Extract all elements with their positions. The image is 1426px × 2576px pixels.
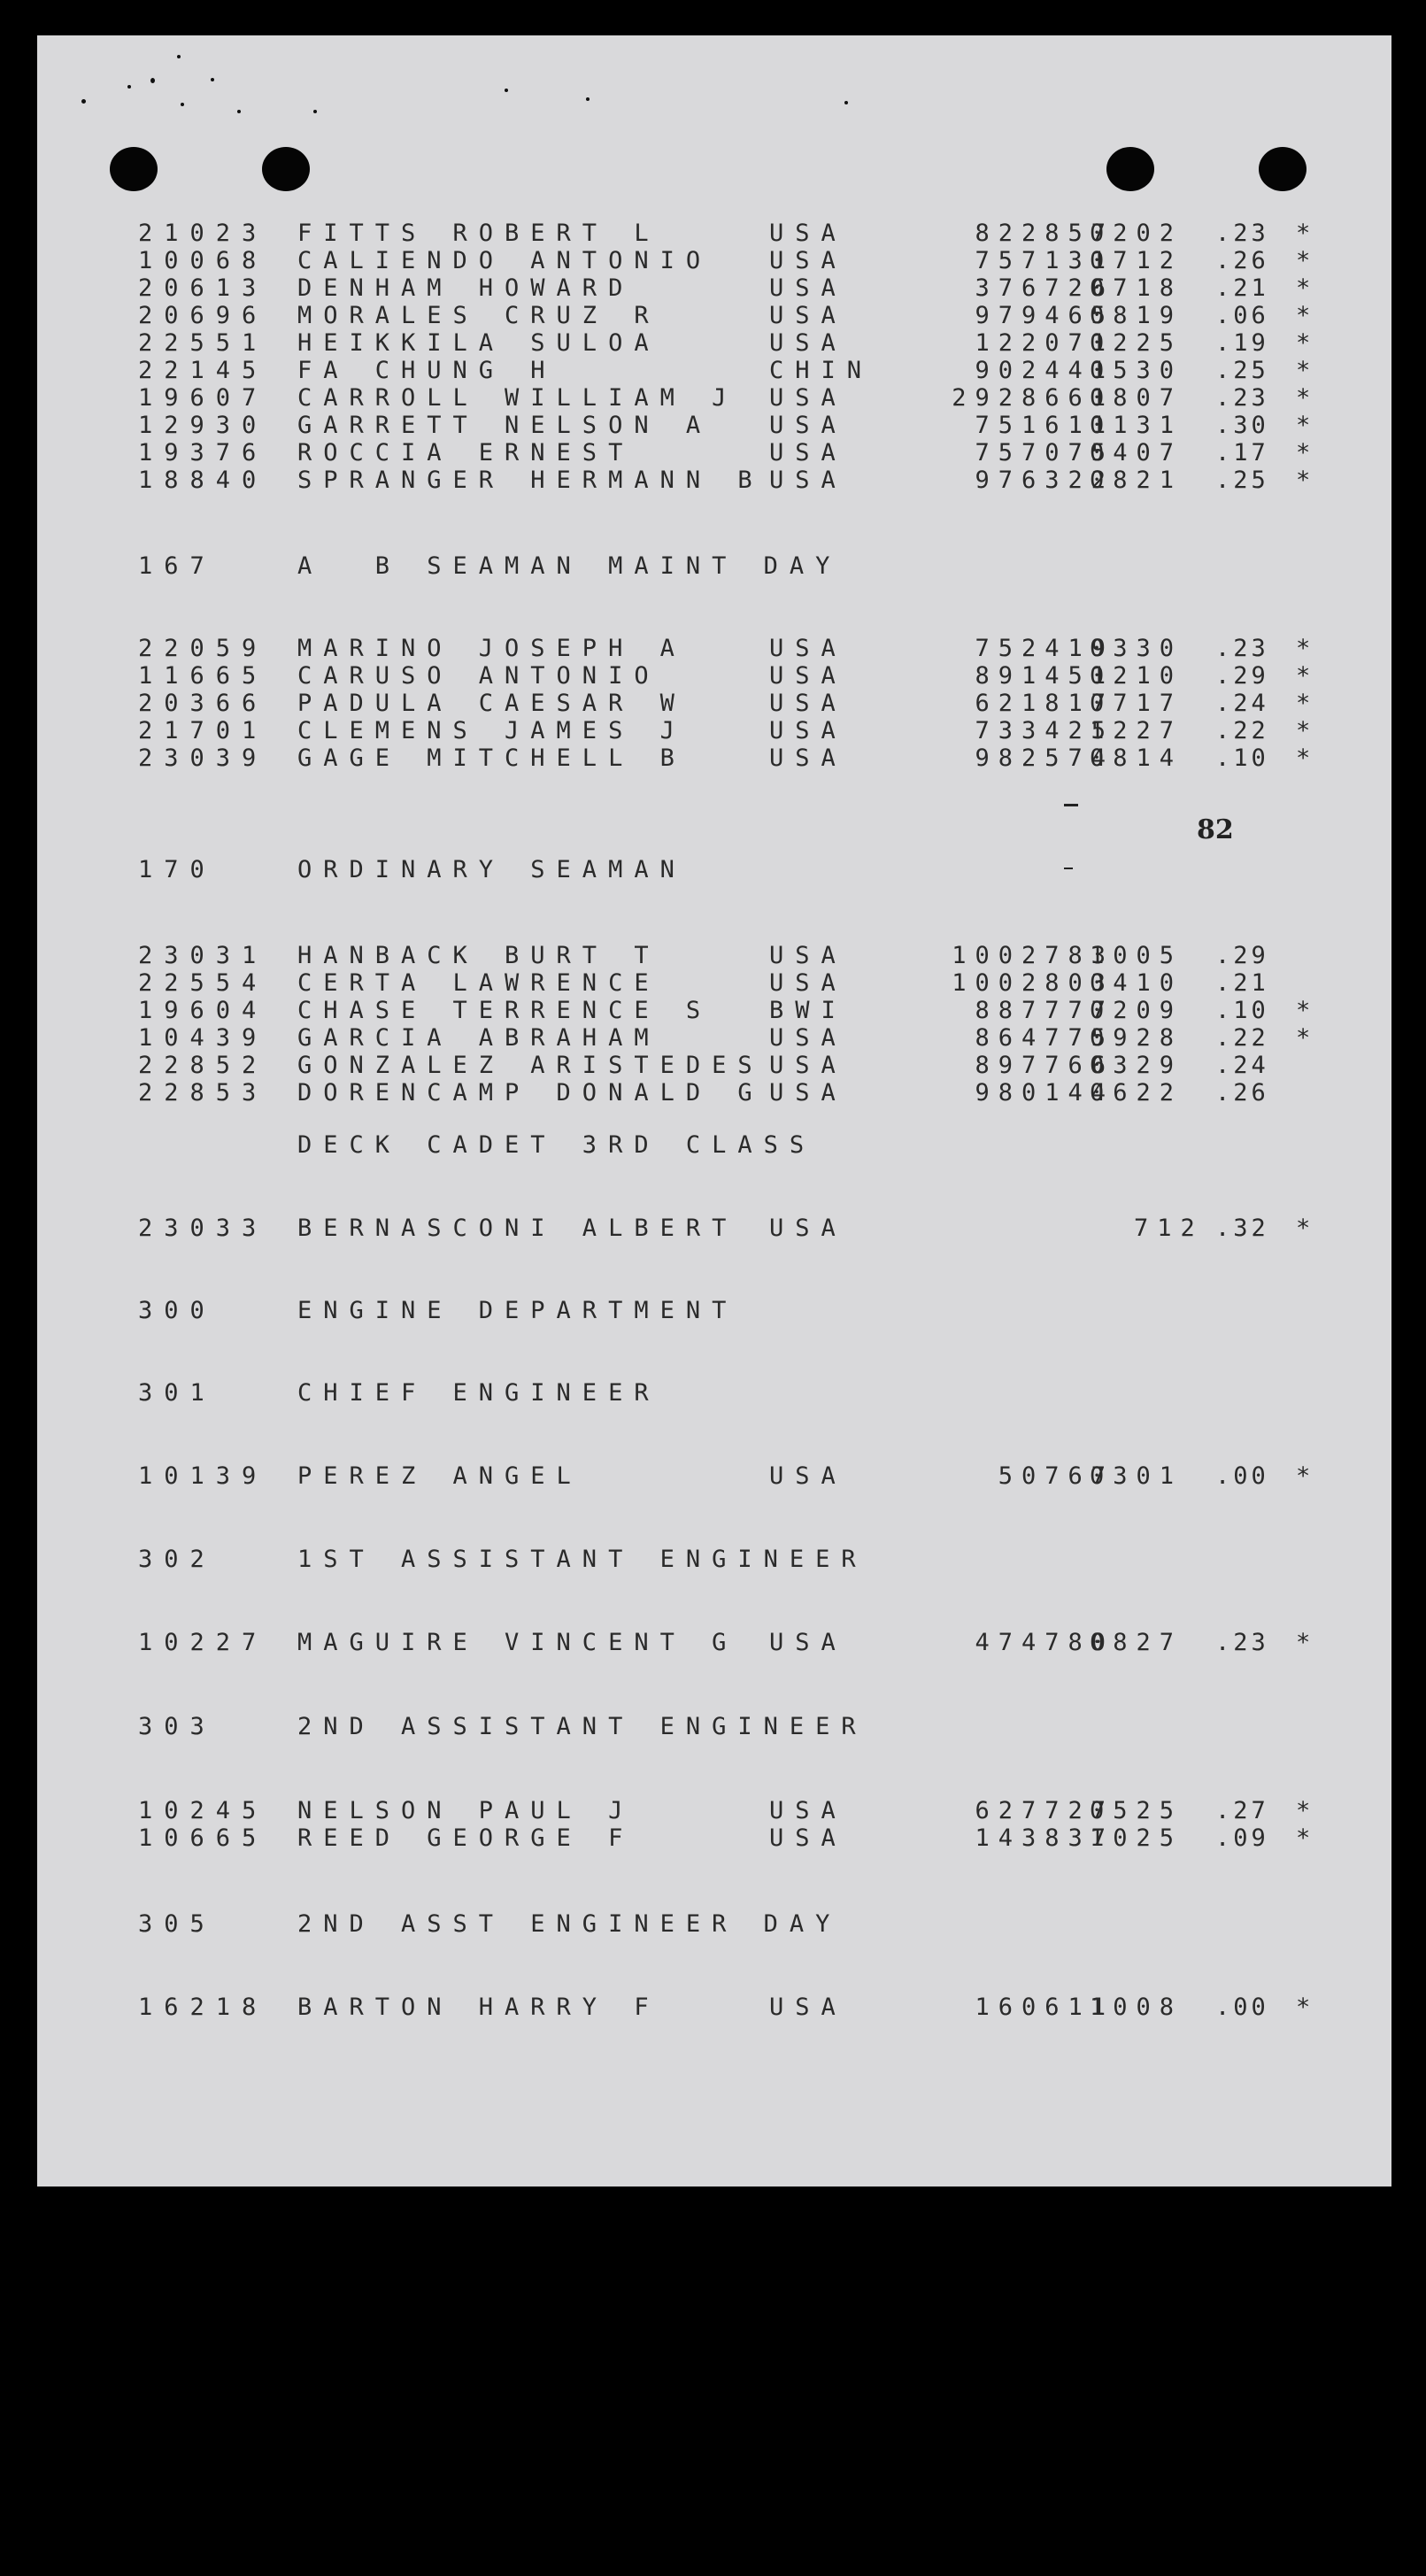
crew-row	[138, 412, 1324, 440]
document-page	[37, 35, 1391, 2187]
crew-nationality: USA	[769, 942, 847, 969]
crew-nationality: USA	[769, 635, 847, 662]
crew-name: CALIENDO ANTONIO	[297, 247, 713, 274]
crew-row	[138, 997, 1324, 1025]
crew-id: 22059	[138, 635, 268, 662]
crew-name: HANBACK BURT T	[297, 942, 660, 969]
crew-code: 0827	[1090, 1629, 1183, 1656]
crew-rate: .23	[1215, 635, 1269, 662]
crew-rate: .21	[1215, 969, 1269, 997]
crew-row	[138, 467, 1324, 495]
crew-row	[138, 1215, 1324, 1243]
crew-flag: *	[1296, 220, 1311, 247]
crew-id: 21023	[138, 220, 268, 247]
section-title: A B SEAMAN MAINT DAY	[297, 552, 842, 580]
punch-hole	[1106, 147, 1154, 191]
crew-number: 752419	[975, 635, 1114, 662]
crew-code: 1005	[1090, 942, 1183, 969]
crew-code: 0821	[1090, 467, 1183, 494]
pencil-mark	[1064, 804, 1078, 806]
crew-id: 19376	[138, 439, 268, 467]
crew-number: 627727	[975, 1797, 1114, 1824]
crew-nationality: USA	[769, 1052, 847, 1079]
crew-rate: .24	[1215, 1052, 1269, 1079]
crew-flag: *	[1296, 247, 1311, 274]
crew-row	[138, 690, 1324, 718]
crew-flag: *	[1296, 357, 1311, 384]
crew-row	[138, 1797, 1324, 1825]
crew-code: 0209	[1090, 997, 1183, 1024]
crew-row	[138, 329, 1324, 358]
crew-nationality: USA	[769, 1462, 847, 1490]
crew-rate: .29	[1215, 662, 1269, 690]
crew-name: NELSON PAUL J	[297, 1797, 635, 1824]
crew-id: 22551	[138, 329, 268, 357]
crew-name: PEREZ ANGEL	[297, 1462, 582, 1490]
crew-name: REED GEORGE F	[297, 1824, 635, 1852]
crew-rate: .26	[1215, 1079, 1269, 1107]
crew-flag: *	[1296, 329, 1311, 357]
crew-name: BARTON HARRY F	[297, 1994, 660, 2021]
punch-hole	[262, 147, 310, 191]
crew-row	[138, 220, 1324, 248]
crew-id: 11665	[138, 662, 268, 690]
crew-name: MARINO JOSEPH A	[297, 635, 686, 662]
crew-name: FA CHUNG H	[297, 357, 557, 384]
crew-nationality: USA	[769, 1215, 847, 1242]
crew-number: 980144	[975, 1079, 1114, 1107]
crew-row	[138, 1629, 1324, 1657]
crew-code: 0407	[1090, 439, 1183, 467]
section-title: ORDINARY SEAMAN	[297, 856, 686, 883]
crew-flag: *	[1296, 662, 1311, 690]
crew-flag: *	[1296, 412, 1311, 439]
crew-id: 10439	[138, 1024, 268, 1052]
crew-name: CLEMENS JAMES J	[297, 717, 686, 744]
crew-code: 0301	[1090, 1462, 1183, 1490]
crew-name: CERTA LAWRENCE	[297, 969, 660, 997]
crew-row	[138, 635, 1324, 663]
crew-nationality: USA	[769, 717, 847, 744]
ink-speck	[313, 110, 317, 113]
crew-row	[138, 662, 1324, 690]
crew-rate: .22	[1215, 717, 1269, 744]
crew-nationality: USA	[769, 220, 847, 247]
crew-code: 1025	[1090, 1824, 1183, 1852]
crew-rate: .23	[1215, 1629, 1269, 1656]
crew-flag: *	[1296, 1629, 1311, 1656]
ink-speck	[150, 78, 155, 83]
crew-rate: .24	[1215, 690, 1269, 717]
crew-row	[138, 717, 1324, 745]
section-title: 2ND ASSISTANT ENGINEER	[297, 1713, 867, 1740]
crew-rate: .00	[1215, 1462, 1269, 1490]
ink-speck	[586, 97, 590, 101]
section-heading	[138, 1713, 1200, 1741]
crew-number: 757131	[975, 247, 1114, 274]
crew-rate: .23	[1215, 220, 1269, 247]
crew-nationality: USA	[769, 1024, 847, 1052]
crew-id: 10665	[138, 1824, 268, 1852]
crew-code: 0717	[1090, 690, 1183, 717]
crew-code: 0131	[1090, 412, 1183, 439]
ink-speck	[505, 89, 508, 92]
crew-number: 2928661	[952, 384, 1114, 412]
ink-speck	[211, 78, 214, 81]
crew-id: 20696	[138, 302, 268, 329]
crew-name: HEIKKILA SULOA	[297, 329, 660, 357]
crew-rate: .09	[1215, 1824, 1269, 1852]
crew-flag: *	[1296, 744, 1311, 772]
crew-code: 0329	[1090, 1052, 1183, 1079]
crew-rate: .27	[1215, 1797, 1269, 1824]
crew-rate: .23	[1215, 384, 1269, 412]
crew-nationality: USA	[769, 1079, 847, 1107]
crew-nationality: USA	[769, 969, 847, 997]
crew-id: 23031	[138, 942, 268, 969]
section-code: 302	[138, 1546, 216, 1573]
crew-nationality: USA	[769, 467, 847, 494]
section-title: DECK CADET 3RD CLASS	[297, 1131, 816, 1159]
ink-speck	[81, 99, 86, 104]
crew-flag: *	[1296, 1024, 1311, 1052]
crew-rate: .25	[1215, 357, 1269, 384]
crew-rate: .30	[1215, 412, 1269, 439]
crew-rate: .21	[1215, 274, 1269, 302]
crew-flag: *	[1296, 384, 1311, 412]
crew-flag: *	[1296, 1462, 1311, 1490]
section-heading	[138, 1910, 1200, 1939]
crew-name: CHASE TERRENCE S	[297, 997, 713, 1024]
crew-name: GARCIA ABRAHAM	[297, 1024, 660, 1052]
crew-code: 0718	[1090, 274, 1183, 302]
crew-id: 22852	[138, 1052, 268, 1079]
crew-name: SPRANGER HERMANN B	[297, 467, 764, 494]
crew-nationality: USA	[769, 1824, 847, 1852]
page-number-stamp: 82	[1197, 814, 1234, 845]
crew-flag: *	[1296, 302, 1311, 329]
crew-number: 982574	[975, 744, 1114, 772]
crew-nationality: USA	[769, 690, 847, 717]
crew-rate: .32	[1215, 1215, 1269, 1242]
crew-row	[138, 439, 1324, 467]
crew-id: 20366	[138, 690, 268, 717]
crew-flag: *	[1296, 1994, 1311, 2021]
crew-row	[138, 1462, 1324, 1491]
crew-nationality: USA	[769, 662, 847, 690]
crew-name: PADULA CAESAR W	[297, 690, 686, 717]
crew-rate: .17	[1215, 439, 1269, 467]
crew-id: 23033	[138, 1215, 268, 1242]
crew-code: 1008	[1090, 1994, 1183, 2021]
crew-number: 376726	[975, 274, 1114, 302]
crew-nationality: USA	[769, 302, 847, 329]
crew-number: 887777	[975, 997, 1114, 1024]
section-code: 300	[138, 1297, 216, 1324]
crew-number: 751611	[975, 412, 1114, 439]
crew-rate: .22	[1215, 1024, 1269, 1052]
section-heading	[138, 1379, 1200, 1408]
crew-nationality: USA	[769, 412, 847, 439]
crew-name: DORENCAMP DONALD G	[297, 1079, 764, 1107]
crew-code: 0210	[1090, 662, 1183, 690]
crew-nationality: CHIN	[769, 357, 874, 384]
crew-number: 474780	[975, 1629, 1114, 1656]
crew-nationality: USA	[769, 329, 847, 357]
crew-row	[138, 247, 1324, 275]
crew-id: 22853	[138, 1079, 268, 1107]
section-heading	[138, 1546, 1200, 1574]
crew-name: GARRETT NELSON A	[297, 412, 713, 439]
section-code: 167	[138, 552, 216, 580]
crew-rate: .10	[1215, 744, 1269, 772]
crew-id: 18840	[138, 467, 268, 494]
crew-code: 0330	[1090, 635, 1183, 662]
crew-id: 16218	[138, 1994, 268, 2021]
crew-rate: .25	[1215, 467, 1269, 494]
crew-name: BERNASCONI ALBERT	[297, 1215, 738, 1242]
crew-name: GONZALEZ ARISTEDES	[297, 1052, 764, 1079]
crew-row	[138, 357, 1324, 385]
crew-id: 10139	[138, 1462, 268, 1490]
crew-row	[138, 1052, 1324, 1080]
ink-speck	[177, 55, 181, 58]
crew-name: CARUSO ANTONIO	[297, 662, 660, 690]
crew-number: 1002783	[952, 942, 1114, 969]
crew-row	[138, 1994, 1324, 2022]
crew-rate: .26	[1215, 247, 1269, 274]
crew-code: 0622	[1090, 1079, 1183, 1107]
crew-flag: *	[1296, 635, 1311, 662]
crew-nationality: USA	[769, 1629, 847, 1656]
crew-name: DENHAM HOWARD	[297, 274, 635, 302]
crew-nationality: USA	[769, 744, 847, 772]
crew-name: CARROLL WILLIAM J	[297, 384, 738, 412]
section-title: CHIEF ENGINEER	[297, 1379, 660, 1407]
crew-id: 22554	[138, 969, 268, 997]
ink-speck	[127, 85, 131, 89]
crew-name: FITTS ROBERT L	[297, 220, 660, 247]
crew-code: 0814	[1090, 744, 1183, 772]
crew-id: 23039	[138, 744, 268, 772]
punch-hole	[110, 147, 158, 191]
crew-code: 0928	[1090, 1024, 1183, 1052]
crew-number: 891451	[975, 662, 1114, 690]
section-heading	[138, 552, 1200, 581]
section-code: 170	[138, 856, 216, 883]
punch-hole	[1259, 147, 1307, 191]
crew-row	[138, 969, 1324, 998]
crew-number: 979465	[975, 302, 1114, 329]
crew-id: 22145	[138, 357, 268, 384]
crew-number: 897766	[975, 1052, 1114, 1079]
crew-number: 160611	[975, 1994, 1114, 2021]
crew-flag: *	[1296, 1824, 1311, 1852]
crew-number: 621817	[975, 690, 1114, 717]
crew-row	[138, 384, 1324, 413]
crew-number: 122071	[975, 329, 1114, 357]
crew-name: GAGE MITCHELL B	[297, 744, 686, 772]
ink-speck	[181, 103, 184, 106]
crew-nationality: USA	[769, 274, 847, 302]
crew-row	[138, 1079, 1324, 1107]
section-heading	[138, 856, 1200, 884]
crew-number: 864775	[975, 1024, 1114, 1052]
crew-name: MAGUIRE VINCENT G	[297, 1629, 738, 1656]
crew-id: 10245	[138, 1797, 268, 1824]
crew-name: ROCCIA ERNEST	[297, 439, 635, 467]
crew-name: MORALES CRUZ R	[297, 302, 660, 329]
crew-rate: .19	[1215, 329, 1269, 357]
section-title: 1ST ASSISTANT ENGINEER	[297, 1546, 867, 1573]
crew-number: 822857	[975, 220, 1114, 247]
crew-number: 757075	[975, 439, 1114, 467]
crew-nationality: USA	[769, 1797, 847, 1824]
crew-flag: *	[1296, 467, 1311, 494]
crew-nationality: USA	[769, 1994, 847, 2021]
section-heading	[138, 1131, 1200, 1160]
crew-rate: .00	[1215, 1994, 1269, 2021]
crew-code: 0202	[1090, 220, 1183, 247]
crew-row	[138, 1824, 1324, 1853]
crew-id: 10227	[138, 1629, 268, 1656]
crew-id: 10068	[138, 247, 268, 274]
section-code: 301	[138, 1379, 216, 1407]
crew-row	[138, 942, 1324, 970]
crew-id: 19607	[138, 384, 268, 412]
crew-row	[138, 1024, 1324, 1053]
crew-code: 712	[1134, 1215, 1204, 1242]
section-heading	[138, 1297, 1200, 1325]
crew-flag: *	[1296, 997, 1311, 1024]
crew-code: 0410	[1090, 969, 1183, 997]
section-code: 303	[138, 1713, 216, 1740]
ink-speck	[844, 101, 848, 104]
crew-code: 0530	[1090, 357, 1183, 384]
crew-row	[138, 302, 1324, 330]
crew-code: 0819	[1090, 302, 1183, 329]
crew-rate: .10	[1215, 997, 1269, 1024]
crew-number: 143837	[975, 1824, 1114, 1852]
crew-flag: *	[1296, 717, 1311, 744]
crew-nationality: USA	[769, 247, 847, 274]
crew-number: 976322	[975, 467, 1114, 494]
crew-nationality: USA	[769, 384, 847, 412]
section-code: 305	[138, 1910, 216, 1938]
crew-id: 19604	[138, 997, 268, 1024]
crew-rate: .06	[1215, 302, 1269, 329]
crew-flag: *	[1296, 274, 1311, 302]
crew-id: 20613	[138, 274, 268, 302]
crew-rate: .29	[1215, 942, 1269, 969]
crew-flag: *	[1296, 1215, 1311, 1242]
crew-number: 733425	[975, 717, 1114, 744]
crew-flag: *	[1296, 1797, 1311, 1824]
crew-number: 1002803	[952, 969, 1114, 997]
crew-flag: *	[1296, 439, 1311, 467]
crew-id: 12930	[138, 412, 268, 439]
crew-code: 1227	[1090, 717, 1183, 744]
crew-code: 0712	[1090, 247, 1183, 274]
crew-nationality: BWI	[769, 997, 847, 1024]
crew-row	[138, 274, 1324, 303]
crew-number: 902441	[975, 357, 1114, 384]
ink-speck	[237, 110, 241, 113]
crew-code: 0225	[1090, 329, 1183, 357]
section-title: ENGINE DEPARTMENT	[297, 1297, 738, 1324]
section-title: 2ND ASST ENGINEER DAY	[297, 1910, 842, 1938]
crew-code: 0525	[1090, 1797, 1183, 1824]
crew-row	[138, 744, 1324, 773]
crew-nationality: USA	[769, 439, 847, 467]
crew-code: 0807	[1090, 384, 1183, 412]
crew-number: 50767	[998, 1462, 1114, 1490]
crew-flag: *	[1296, 690, 1311, 717]
crew-id: 21701	[138, 717, 268, 744]
